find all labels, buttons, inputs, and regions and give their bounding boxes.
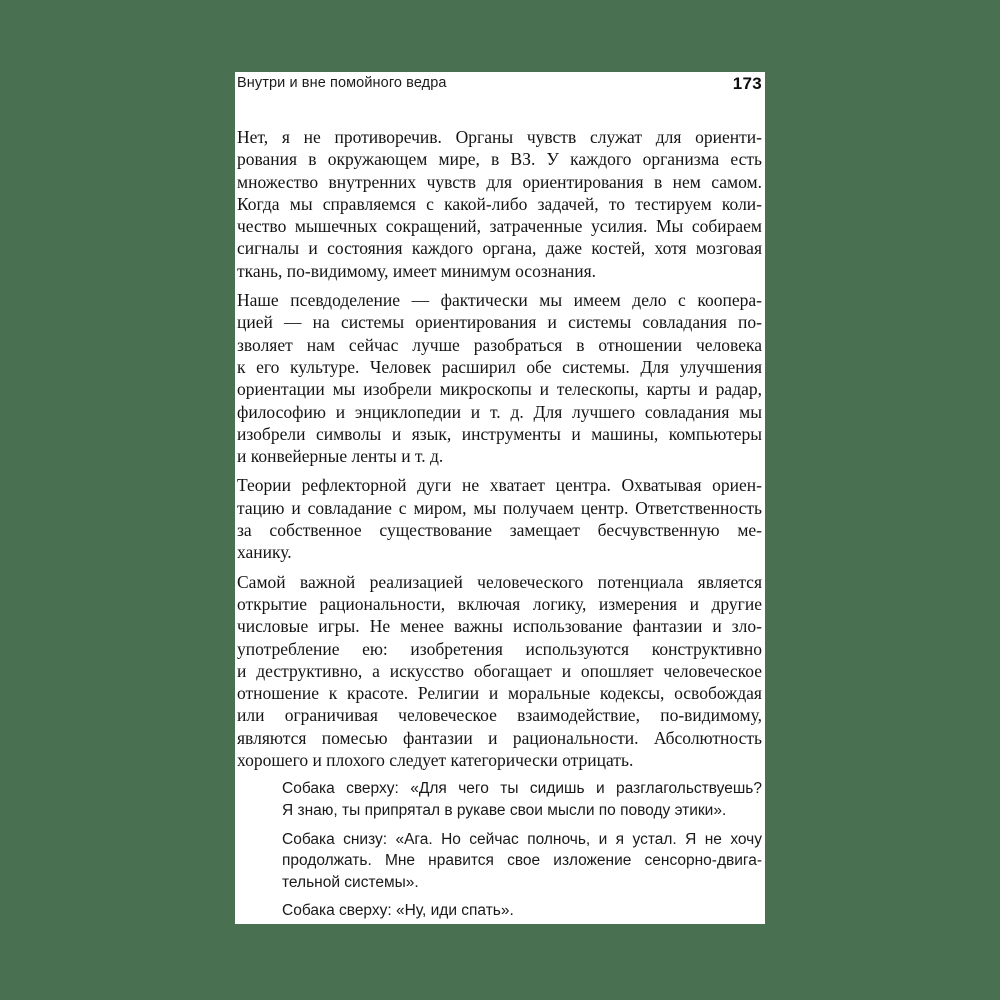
text-line: или ограничивая человеческое взаимодействие, по-видимому, [237, 705, 762, 726]
text-line: Самой важной реализацией человеческого потенциала является [237, 571, 762, 592]
body-paragraph [237, 474, 762, 563]
text-line: множество внутренних чувств для ориентирования в нем самом. [237, 171, 762, 192]
body-paragraph [237, 289, 762, 467]
text-line: Когда мы справляемся с какой-либо задачей, то тестируем коли- [237, 193, 762, 214]
text-line: хорошего и плохого следует категорически отрицать. [237, 750, 634, 771]
text-line: изобрели символы и язык, инструменты и машины, компьютеры [237, 423, 762, 444]
text-line: продолжать. Мне нравится свое изложение сенсорно-двига- [282, 852, 762, 870]
text-line: Я знаю, ты припрятал в рукаве свои мысли по поводу этики». [282, 801, 727, 819]
text-line: числовые игры. Не менее важны использование фантазии и зло- [237, 616, 762, 637]
dialogue-paragraph [282, 778, 762, 821]
text-line: Собака сверху: «Ну, иди спать». [282, 902, 514, 920]
dialogue-paragraph [282, 900, 762, 922]
text-line: тельной системы». [282, 873, 419, 891]
dialogue-paragraph [282, 829, 762, 894]
text-line: цией — на системы ориентирования и системы совладания по- [237, 312, 762, 333]
text-line: и деструктивно, а искусство обогащает и опошляет человеческое [237, 660, 762, 681]
text-line: употребление ею: изобретения используются конструктивно [237, 638, 762, 659]
text-line: являются помесью фантазии и рациональности. Абсолютность [237, 727, 762, 748]
text-line: рования в окружающем мире, в ВЗ. У каждого организма есть [237, 149, 762, 170]
text-line: философию и энциклопедии и т. д. Для лучшего совладания мы [237, 401, 762, 422]
text-line: Собака снизу: «Ага. Но сейчас полночь, и я устал. Я не хочу [282, 830, 762, 848]
book-page [235, 72, 765, 924]
text-line: тацию и совладание с миром, мы получаем центр. Ответственность [237, 497, 762, 518]
text-line: ткань, по-видимому, имеет минимум осознания. [237, 260, 597, 281]
text-line: и конвейерные ленты и т. д. [237, 446, 444, 467]
body-paragraph [237, 126, 762, 282]
text-line: чество мышечных сокращений, затраченные усилия. Мы собираем [237, 216, 762, 237]
text-line: сигналы и состояния каждого органа, даже костей, хотя мозговая [237, 238, 762, 259]
text-line: Наше псевдоделение — фактически мы имеем дело с коопера- [237, 290, 762, 311]
page-number: 173 [732, 74, 762, 93]
text-line: Собака сверху: «Для чего ты сидишь и разглагольствуешь? [282, 780, 762, 798]
running-header-title: Внутри и вне помойного ведра [237, 75, 447, 91]
page-header [237, 75, 762, 92]
text-line: зволяет нам сейчас лучше разобраться в отношении человека [237, 334, 762, 355]
text-line: за собственное существование замещает бесчувственную ме- [237, 520, 762, 541]
text-line: Теории рефлекторной дуги не хватает центра. Охватывая ориен- [237, 475, 762, 496]
text-line: ханику. [237, 542, 292, 563]
text-line: к его культуре. Человек расширил обе системы. Для улучшения [237, 356, 762, 377]
text-line: ориентации мы изобрели микроскопы и телескопы, карты и радар, [237, 379, 762, 400]
text-line: открытие рациональности, включая логику, измерения и другие [237, 593, 762, 614]
text-line: Нет, я не противоречив. Органы чувств служат для ориенти- [237, 127, 762, 147]
page-content [237, 126, 762, 922]
text-line: отношение к красоте. Религии и моральные кодексы, освобождая [237, 683, 762, 704]
body-paragraph [237, 571, 762, 772]
